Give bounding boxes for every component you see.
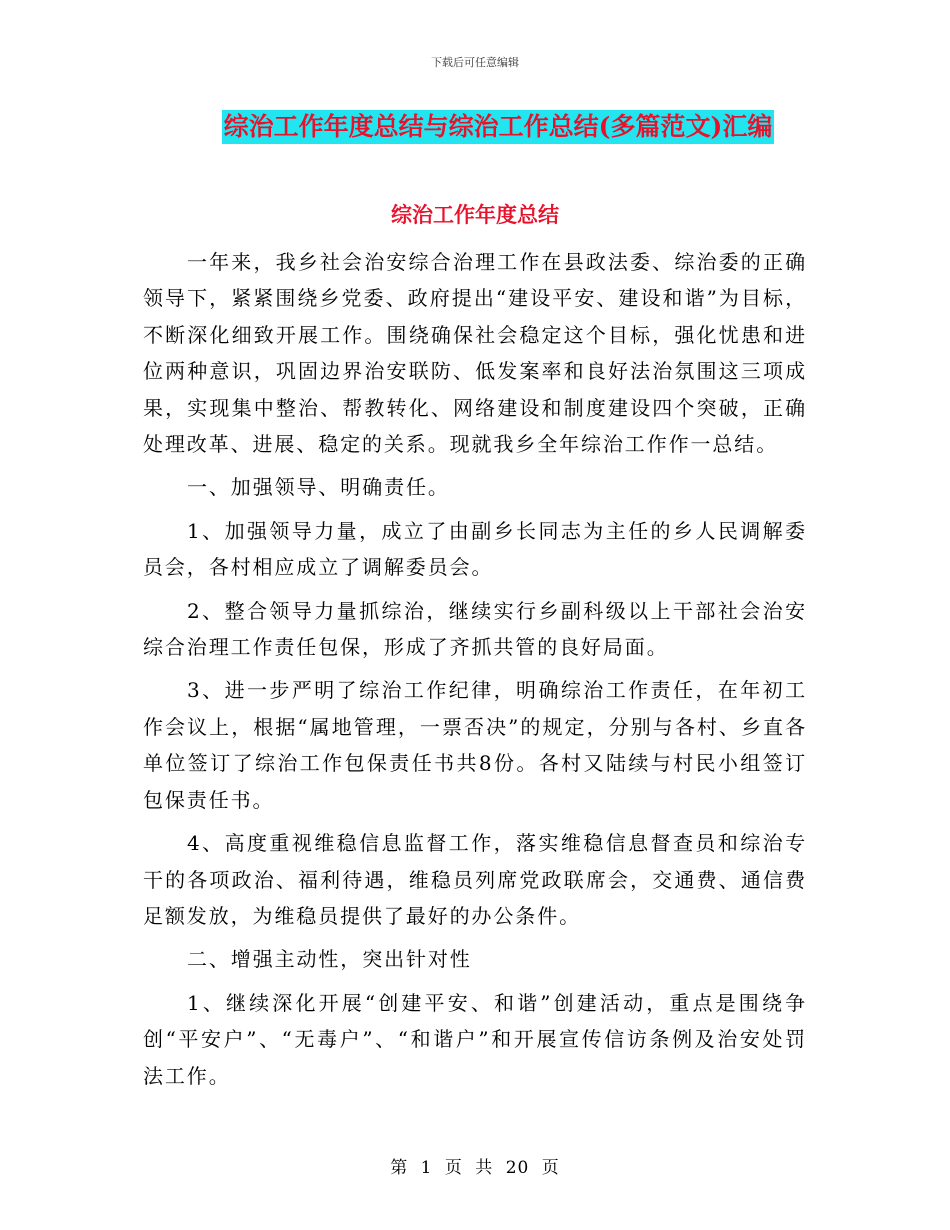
footer-label-total: 共 — [475, 1158, 494, 1178]
footer-total-pages: 20 — [505, 1158, 530, 1178]
paragraph: 1、继续深化开展“创建平安、和谐”创建活动，重点是围绕争创“平安户”、“无毒户”、“和谐户”和开展宣传信访条例及治安处罚法工作。 — [143, 990, 807, 1088]
footer-label-unit: 页 — [444, 1158, 463, 1178]
paragraph: 4、高度重视维稳信息监督工作，落实维稳信息督查员和综治专干的各项政治、福利待遇，维稳员列席党政联席会，交通费、通信费足额发放，为维稳员提供了最好的办公条件。 — [143, 831, 807, 928]
footer-label-page: 第 — [390, 1158, 409, 1178]
paragraph: 1、加强领导力量，成立了由副乡长同志为主任的乡人民调解委员会，各村相应成立了调解委员会。 — [143, 518, 807, 580]
document-body — [143, 244, 807, 1101]
paragraph: 3、进一步严明了综治工作纪律，明确综治工作责任，在年初工作会议上，根据“属地管理，一票否决”的规定，分别与各村、乡直各单位签订了综治工作包保责任书共8份。各村又陆续与村民小组签订包保责任书。 — [143, 678, 807, 812]
paragraph: 一、加强领导、明确责任。 — [187, 475, 450, 500]
document-title: 综治工作年度总结与综治工作总结(多篇范文)汇编 — [222, 110, 775, 144]
paragraph: 2、整合领导力量抓综治，继续实行乡副科级以上干部社会治安综合治理工作责任包保，形成了齐抓共管的良好局面。 — [143, 598, 807, 660]
section-title: 综治工作年度总结 — [391, 202, 559, 227]
paragraph: 二、增强主动性，突出针对性 — [187, 947, 472, 972]
header-note: 下载后可任意编辑 — [431, 56, 519, 69]
page-footer — [0, 1153, 950, 1178]
paragraph: 一年来，我乡社会治安综合治理工作在县政法委、综治委的正确领导下，紧紧围绕乡党委、政府提出“建设平安、建设和谐”为目标，不断深化细致开展工作。围绕确保社会稳定这个目标，强化忧患和进位两种意识，巩固边界治安联防、低发案率和良好法治氛围这三项成果，实现集中整治、帮教转化、网络建设和制度建设四个突破，正确处理改革、进展、稳定的关系。现就我乡全年综治工作作一总结。 — [143, 250, 807, 457]
footer-label-unit-2: 页 — [541, 1158, 560, 1178]
footer-page-number: 1 — [420, 1158, 433, 1178]
document-title-container — [0, 110, 950, 144]
